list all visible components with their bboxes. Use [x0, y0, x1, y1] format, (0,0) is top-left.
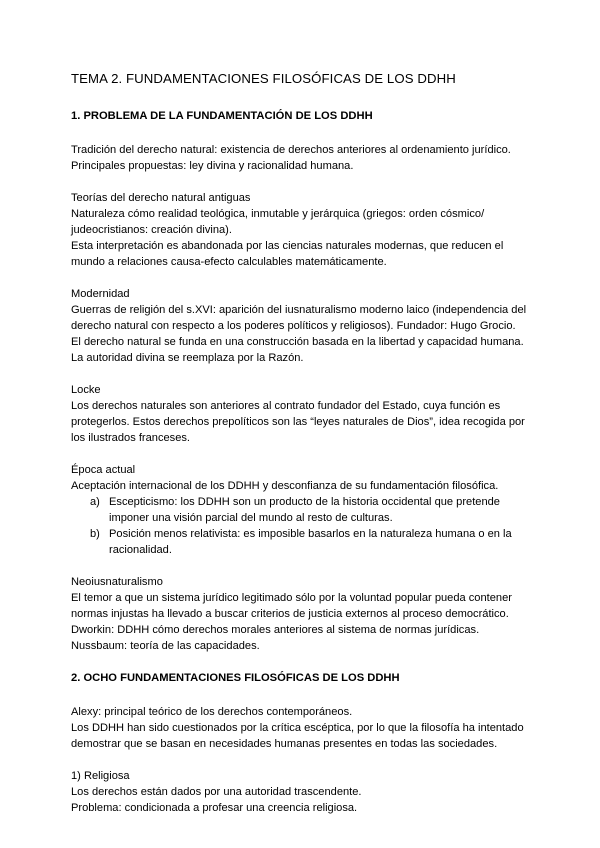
- text-line: derecho natural con respecto a los poderes políticos y religiosos). Fundador: Hugo Grocio.: [71, 320, 516, 332]
- text-line: demostrar que se basan en necesidades humanas presentes en todas las sociedades.: [71, 738, 498, 750]
- text-line: protegerlos. Estos derechos prepolíticos son las “leyes naturales de Dios”, idea recogida por: [71, 416, 525, 428]
- text-line: Alexy: principal teórico de los derechos contemporáneos.: [71, 706, 353, 718]
- text-line: Principales propuestas: ley divina y racionalidad humana.: [71, 160, 354, 172]
- subheading-antiguas: Teorías del derecho natural antiguas: [71, 192, 251, 204]
- text-line: Dworkin: DDHH cómo derechos morales anteriores al sistema de normas jurídicas.: [71, 624, 480, 636]
- list-item-text: Posición menos relativista: es imposible basarlos en la naturaleza humana o en la: [109, 528, 512, 540]
- neoiusnaturalismo-paragraph: [71, 574, 600, 654]
- text-line: Guerras de religión del s.XVI: aparición del iusnaturalismo moderno laico (independencia del: [71, 304, 527, 316]
- intro-paragraph: [71, 142, 600, 174]
- epoca-actual-list: [71, 494, 600, 558]
- text-line: El temor a que un sistema jurídico legitimado sólo por la voluntad popular pueda contener: [71, 592, 512, 604]
- list-marker: a): [90, 496, 100, 508]
- subheading-epoca-actual: Época actual: [71, 464, 136, 476]
- section-1-heading: 1. PROBLEMA DE LA FUNDAMENTACIÓN DE LOS DDHH: [71, 110, 373, 122]
- text-line: Tradición del derecho natural: existencia de derechos anteriores al ordenamiento jurídico.: [71, 144, 511, 156]
- text-line: normas injustas ha llevado a buscar criterios de justicia externos al proceso democrático.: [71, 608, 509, 620]
- antiguas-paragraph: [71, 190, 600, 270]
- text-line: Nussbaum: teoría de las capacidades.: [71, 640, 260, 652]
- list-item: [71, 494, 600, 526]
- list-item-text: racionalidad.: [109, 544, 172, 556]
- list-item-text: imponer una visión parcial del mundo al resto de culturas.: [109, 512, 393, 524]
- text-line: Los derechos naturales son anteriores al contrato fundador del Estado, cuya función es: [71, 400, 501, 412]
- list-item: [71, 526, 600, 558]
- text-line: Naturaleza cómo realidad teológica, inmutable y jerárquica (griegos: orden cósmico/: [71, 208, 485, 220]
- text-line: Esta interpretación es abandonada por las ciencias naturales modernas, que reducen el: [71, 240, 504, 252]
- text-line: La autoridad divina se reemplaza por la Razón.: [71, 352, 304, 364]
- list-item-text: Escepticismo: los DDHH son un producto de la historia occidental que pretende: [109, 496, 500, 508]
- modernidad-paragraph: [71, 286, 600, 366]
- subheading-religiosa: 1) Religiosa: [71, 770, 130, 782]
- text-line: judeocristianos: creación divina).: [71, 224, 232, 236]
- text-line: El derecho natural se funda en una construcción basada en la libertad y capacidad humana.: [71, 336, 524, 348]
- text-line: los ilustrados franceses.: [71, 432, 191, 444]
- subheading-locke: Locke: [71, 384, 101, 396]
- text-line: Los DDHH han sido cuestionados por la crítica escéptica, por lo que la filosofía ha intentado: [71, 722, 524, 734]
- alexy-paragraph: [71, 704, 600, 752]
- religiosa-paragraph: [71, 768, 600, 816]
- document-title: TEMA 2. FUNDAMENTACIONES FILOSÓFICAS DE LOS DDHH: [71, 71, 456, 86]
- subheading-neoiusnaturalismo: Neoiusnaturalismo: [71, 576, 163, 588]
- epoca-actual-paragraph: [71, 462, 600, 558]
- list-marker: b): [90, 528, 100, 540]
- subheading-modernidad: Modernidad: [71, 288, 130, 300]
- text-line: Aceptación internacional de los DDHH y desconfianza de su fundamentación filosófica.: [71, 480, 499, 492]
- section-2-heading: 2. OCHO FUNDAMENTACIONES FILOSÓFICAS DE LOS DDHH: [71, 672, 400, 684]
- text-line: Los derechos están dados por una autoridad trascendente.: [71, 786, 362, 798]
- locke-paragraph: [71, 382, 600, 446]
- text-line: mundo a relaciones causa-efecto calculables matemáticamente.: [71, 256, 387, 268]
- text-line: Problema: condicionada a profesar una creencia religiosa.: [71, 802, 358, 814]
